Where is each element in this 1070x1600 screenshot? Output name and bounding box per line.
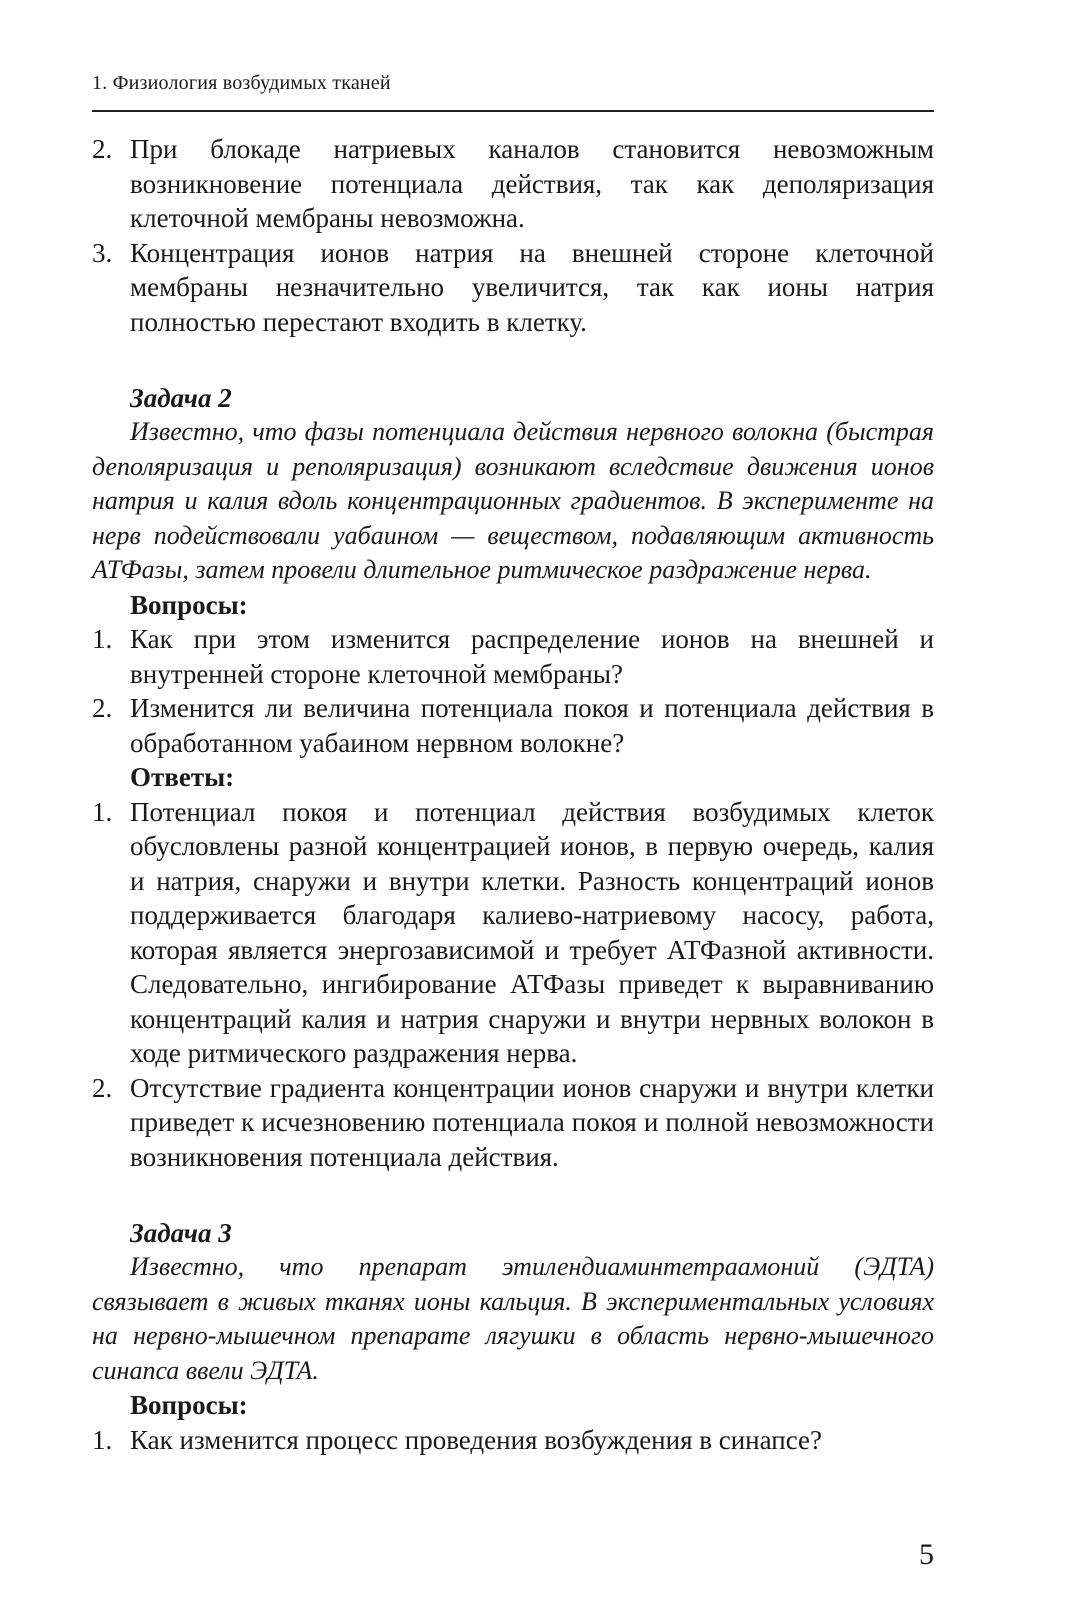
page-body [92, 132, 934, 1457]
list-item [92, 236, 934, 340]
list-item [92, 1423, 934, 1458]
task-3-text: Известно, что препарат этилендиаминтетраамоний (ЭДТА) связывает в живых тканях ионы кальция. В экспериментальных условиях на нервно-мышечном препарате лягушки в область нервно-мышечного синапса ввели ЭДТА. [92, 1252, 934, 1385]
task-2-questions [92, 622, 934, 760]
task-3-questions-heading: Вопросы: [130, 1390, 248, 1420]
task-2-questions-heading: Вопросы: [130, 589, 248, 620]
item-text: Потенциал покоя и потенциал действия возбудимых клеток обусловлены разной концентрацией ионов, в первую очередь, калия и натрия, снаружи и внутри клетки. Разность концентраций ионов поддерживается благодаря калиево-натриевому насосу, работа, которая является энергозависимой и требует АТФазной активности. Следовательно, ингибирование АТФазы приведет к выравниванию концентраций калия и натрия снаружи и внутри нервных волокон в ходе ритмического раздражения нерва. [130, 796, 934, 1068]
item-number: 2. [92, 134, 113, 164]
task-3-questions [92, 1423, 934, 1458]
item-text: При блокаде натриевых каналов становится невозможным возникновение потенциала действия, так как деполяризация клеточной мембраны невозможна. [130, 134, 934, 233]
item-number: 3. [92, 237, 113, 268]
list-item [92, 795, 934, 1071]
item-text: Как при этом изменится распределение ионов на внешней и внутренней стороне клеточной мембраны? [130, 624, 934, 689]
list-item [92, 1071, 934, 1175]
item-text: Концентрация ионов натрия на внешней стороне клеточной мембраны незначительно увеличится, так как ионы натрия полностью перестают входить в клетку. [130, 237, 934, 337]
item-number: 1. [92, 1424, 113, 1455]
item-text: Отсутствие градиента концентрации ионов снаружи и внутри клетки приведет к исчезновению потенциала покоя и полной невозможности возникновения потенциала действия. [130, 1072, 934, 1172]
list-item [92, 622, 934, 691]
item-text: Изменится ли величина потенциала покоя и потенциала действия в обработанном уабаином нервном волокне? [130, 693, 934, 758]
task-2-text: Известно, что фазы потенциала действия нервного волокна (быстрая деполяризация и реполяризация) возникают вследствие движения ионов натрия и калия вдоль концентрационных градиентов. В эксперименте на нерв подействовали уабаином — веществом, подавляющим активность АТФазы, затем провели длительное ритмическое раздражение нерва. [92, 417, 934, 584]
header-rule [92, 110, 934, 112]
item-number: 2. [92, 1072, 113, 1103]
task-2-answers [92, 795, 934, 1175]
item-number: 1. [92, 624, 113, 654]
item-number: 2. [92, 693, 113, 723]
list-item [92, 691, 934, 760]
item-number: 1. [92, 796, 113, 827]
item-text: Как изменится процесс проведения возбуждения в синапсе? [130, 1424, 822, 1455]
task-2-answers-heading: Ответы: [130, 762, 235, 792]
task-3-title: Задача 3 [130, 1218, 232, 1248]
top-answers-list [92, 132, 934, 339]
running-header: 1. Физиология возбудимых тканей [92, 72, 391, 94]
task-2-title: Задача 2 [130, 383, 232, 413]
list-item [92, 132, 934, 236]
page-number: 5 [919, 1538, 934, 1571]
